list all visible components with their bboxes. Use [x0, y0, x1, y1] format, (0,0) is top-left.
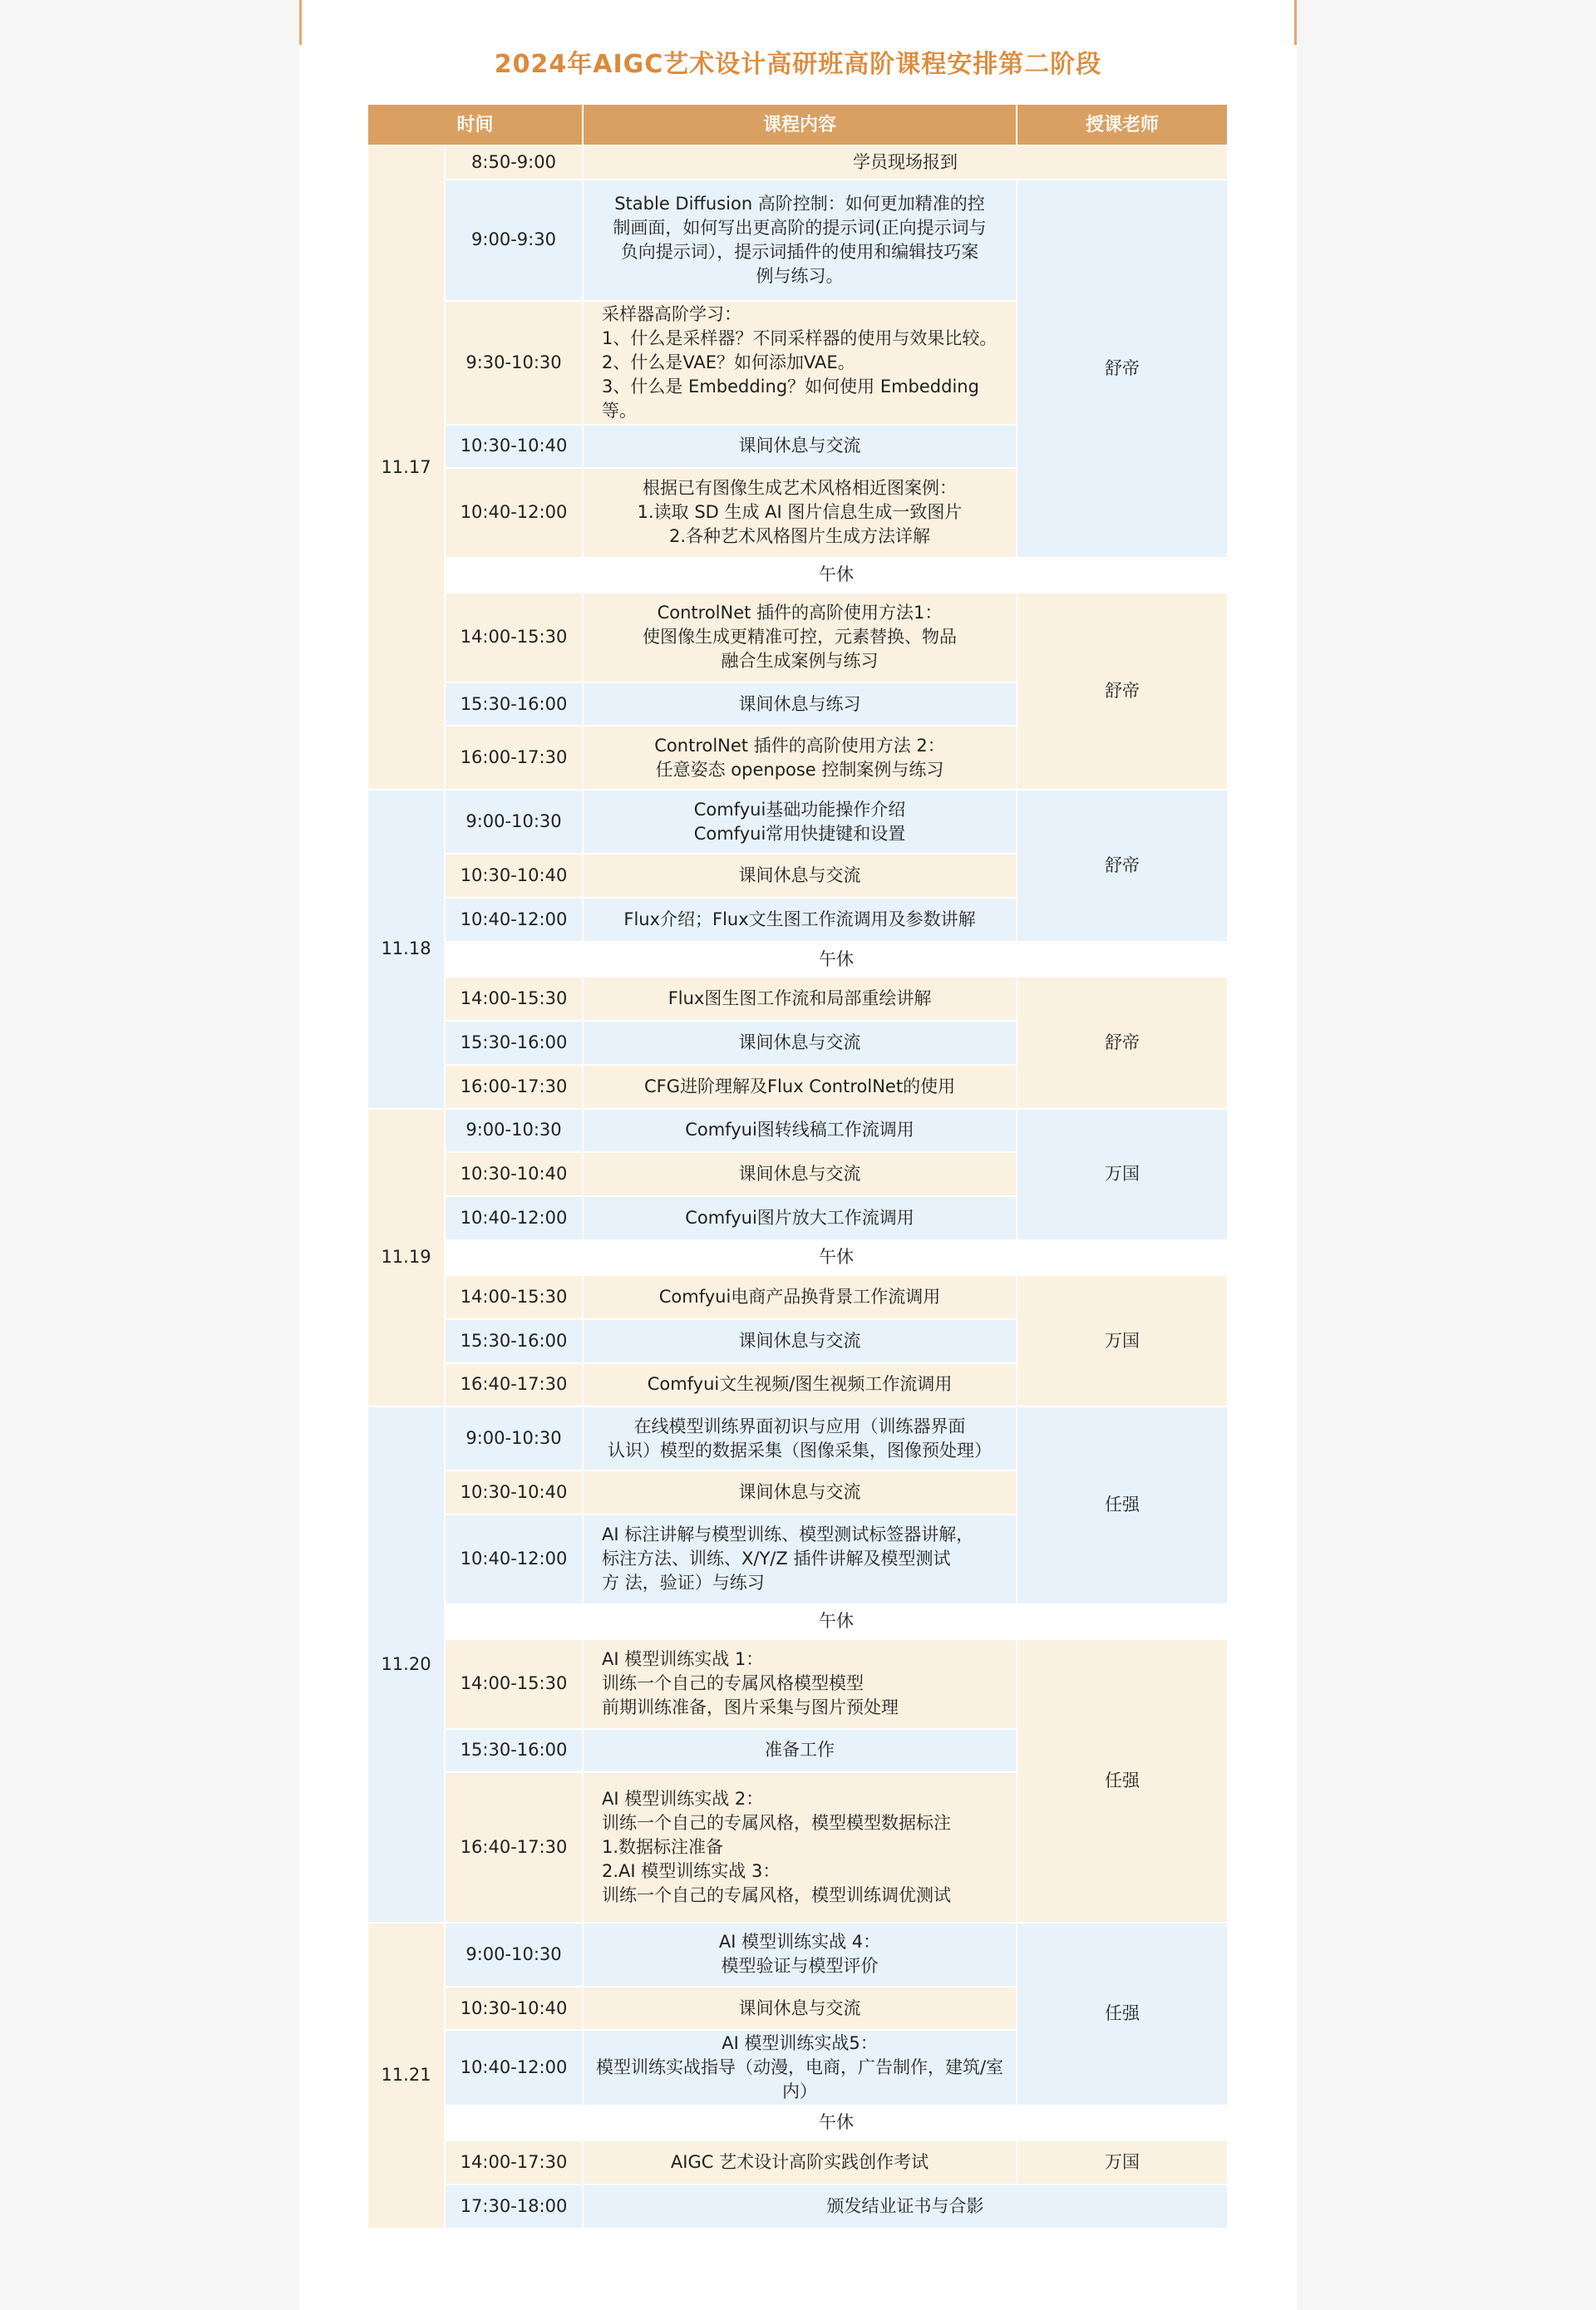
session-time: 9:00-10:30 [445, 1923, 583, 1987]
session-content [583, 1923, 1017, 1987]
content-line: 课间休息与交流 [738, 1164, 861, 1185]
session-time: 15:30-16:00 [445, 682, 583, 726]
session-content [583, 1109, 1017, 1153]
content-line: 课间休息与交流 [738, 1482, 861, 1503]
content-line: 前期训练准备，图片采集与图片预处理 [602, 1697, 899, 1718]
session-content [583, 1152, 1017, 1196]
session-content [583, 1639, 1017, 1728]
day-date: 11.21 [367, 1923, 445, 2229]
header-content: 课程内容 [583, 104, 1017, 145]
schedule-row [367, 1604, 1228, 1640]
schedule-row [367, 1406, 1228, 1470]
session-content [583, 1987, 1017, 2031]
schedule-row [367, 1275, 1228, 1319]
content-line: 准备工作 [765, 1740, 835, 1761]
teacher-name: 任强 [1017, 1923, 1228, 2106]
content-line: Comfyui图转线稿工作流调用 [685, 1120, 914, 1140]
content-line: 1、什么是采样器？不同采样器的使用与效果比较。 [602, 328, 998, 348]
content-line: 1.读取 SD 生成 AI 图片信息生成一致图片 [637, 502, 963, 523]
session-time: 16:00-17:30 [445, 1065, 583, 1109]
content-line: 2.AI 模型训练实战 3： [602, 1860, 781, 1881]
session-content [583, 1515, 1017, 1603]
content-line: AI 模型训练实战 1： [602, 1649, 764, 1670]
session-content [583, 468, 1017, 557]
session-time: 10:40-12:00 [445, 898, 583, 942]
content-line: Comfyui基础功能操作介绍 [693, 799, 906, 820]
schedule-row [367, 942, 1228, 978]
session-time: 14:00-15:30 [445, 977, 583, 1021]
content-line: AIGC 艺术设计高阶实践创作考试 [670, 2152, 929, 2173]
session-time: 16:40-17:30 [445, 1772, 583, 1922]
content-line: Flux图生图工作流和局部重绘讲解 [667, 988, 932, 1009]
schedule-row [367, 2184, 1228, 2229]
session-content [583, 1196, 1017, 1240]
content-line: Flux介绍；Flux文生图工作流调用及参数讲解 [623, 909, 976, 930]
content-line: 方 法，验证）与练习 [602, 1573, 765, 1593]
content-line: AI 标注讲解与模型训练、模型测试标签器讲解， [602, 1524, 974, 1545]
session-content [583, 1470, 1017, 1515]
lunch-break: 午休 [445, 1240, 1228, 1276]
content-line: 1.数据标注准备 [602, 1836, 724, 1857]
content-line: Comfyui文生视频/图生视频工作流调用 [647, 1374, 953, 1395]
session-time: 14:00-15:30 [445, 593, 583, 682]
content-line: 采样器高阶学习： [602, 303, 742, 324]
content-line: AI 模型训练实战 2： [602, 1788, 764, 1809]
session-content [583, 1319, 1017, 1363]
lunch-break: 午休 [445, 558, 1228, 594]
content-line: 课间休息与练习 [738, 693, 861, 714]
session-time: 15:30-16:00 [445, 1319, 583, 1363]
teacher-name: 万国 [1017, 1275, 1228, 1406]
session-time: 10:30-10:40 [445, 854, 583, 898]
session-content [583, 898, 1017, 942]
teacher-name: 万国 [1017, 1109, 1228, 1240]
session-content [583, 301, 1017, 425]
schedule-row [367, 145, 1228, 180]
session-content [583, 145, 1228, 180]
content-line: Comfyui图片放大工作流调用 [685, 1207, 914, 1228]
session-content [583, 2030, 1017, 2105]
teacher-name: 万国 [1017, 2140, 1228, 2184]
content-line: 认识）模型的数据采集（图像采集，图像预处理） [608, 1440, 993, 1460]
session-time: 10:30-10:40 [445, 1987, 583, 2031]
content-line: 2.各种艺术风格图片生成方法详解 [668, 526, 931, 547]
teacher-name: 舒帝 [1017, 593, 1228, 790]
content-line: 2、什么是VAE？如何添加VAE。 [602, 352, 855, 372]
session-content [583, 1363, 1017, 1407]
content-line: 使图像生成更精准可控，元素替换、物品 [643, 627, 958, 648]
session-content [583, 682, 1017, 726]
session-time: 8:50-9:00 [445, 145, 583, 180]
schedule-row [367, 1639, 1228, 1728]
content-line: Stable Diffusion 高阶控制：如何更加精准的控 [614, 193, 985, 214]
session-content [583, 1275, 1017, 1319]
content-line: 3、什么是 Embedding？如何使用 Embedding等。 [602, 376, 979, 421]
session-time: 9:00-10:30 [445, 790, 583, 854]
day-date: 11.18 [367, 790, 445, 1108]
session-content [583, 854, 1017, 898]
schedule-table [367, 103, 1229, 2229]
session-content [583, 1021, 1017, 1065]
schedule-row [367, 790, 1228, 854]
content-line: 任意姿态 openpose 控制案例与练习 [655, 759, 944, 780]
session-time: 15:30-16:00 [445, 1729, 583, 1773]
content-line: 课间休息与交流 [738, 1997, 861, 2018]
session-time: 10:30-10:40 [445, 425, 583, 469]
content-line: 训练一个自己的专属风格，模型训练调优测试 [602, 1884, 952, 1905]
session-time: 16:40-17:30 [445, 1363, 583, 1407]
session-time: 14:00-15:30 [445, 1639, 583, 1728]
schedule-row [367, 977, 1228, 1021]
schedule-row [367, 1109, 1228, 1153]
session-time: 10:40-12:00 [445, 1196, 583, 1240]
session-content [583, 1772, 1017, 1922]
content-line: 模型训练实战指导（动漫，电商，广告制作，建筑/室内） [595, 2057, 1004, 2102]
content-line: AI 模型训练实战5： [722, 2033, 878, 2054]
session-time: 14:00-15:30 [445, 1275, 583, 1319]
content-line: 融合生成案例与练习 [721, 651, 879, 672]
session-time: 10:40-12:00 [445, 2030, 583, 2105]
session-content [583, 180, 1017, 301]
schedule-row [367, 2106, 1228, 2141]
header-time: 时间 [367, 104, 583, 145]
right-border-rule [1294, 0, 1297, 45]
session-time: 9:00-10:30 [445, 1406, 583, 1470]
session-time: 16:00-17:30 [445, 726, 583, 790]
content-line: 在线模型训练界面初识与应用（训练器界面 [633, 1416, 966, 1436]
teacher-name: 任强 [1017, 1406, 1228, 1603]
schedule-row [367, 1240, 1228, 1276]
session-content [583, 1065, 1017, 1109]
day-date: 11.17 [367, 145, 445, 790]
session-content [583, 1406, 1017, 1470]
session-time: 15:30-16:00 [445, 1021, 583, 1065]
teacher-name: 任强 [1017, 1639, 1228, 1923]
schedule-row [367, 180, 1228, 301]
session-content [583, 425, 1017, 469]
session-time: 10:40-12:00 [445, 468, 583, 557]
session-time: 9:30-10:30 [445, 301, 583, 425]
session-time: 17:30-18:00 [445, 2184, 583, 2229]
lunch-break: 午休 [445, 1604, 1228, 1640]
session-time: 9:00-9:30 [445, 180, 583, 301]
content-line: 课间休息与交流 [738, 436, 861, 456]
content-line: 标注方法、训练、X/Y/Z 插件讲解及模型测试 [602, 1549, 951, 1569]
day-date: 11.19 [367, 1109, 445, 1407]
session-content [583, 1729, 1017, 1773]
content-line: 负向提示词），提示词插件的使用和编辑技巧案 [620, 241, 979, 262]
day-date: 11.20 [367, 1406, 445, 1922]
session-content [583, 2184, 1228, 2229]
schedule-row [367, 2140, 1228, 2184]
content-line: 模型验证与模型评价 [721, 1956, 879, 1977]
session-time: 10:40-12:00 [445, 1515, 583, 1603]
content-line: ControlNet 插件的高阶使用方法1： [657, 603, 943, 623]
content-line: ControlNet 插件的高阶使用方法 2： [654, 735, 945, 756]
teacher-name: 舒帝 [1017, 977, 1228, 1108]
content-line: 训练一个自己的专属风格模型模型 [602, 1673, 864, 1694]
left-border-rule [299, 0, 302, 45]
content-line: 训练一个自己的专属风格，模型模型数据标注 [602, 1812, 952, 1833]
content-line: 根据已有图像生成艺术风格相近图案例： [643, 478, 958, 499]
content-line: 制画面，如何写出更高阶的提示词(正向提示词与 [613, 217, 987, 238]
schedule-row [367, 558, 1228, 594]
page-title: 2024年AIGC艺术设计高研班高阶课程安排第二阶段 [494, 50, 1102, 79]
content-line: 课间休息与交流 [738, 865, 861, 886]
session-content [583, 593, 1017, 682]
session-content [583, 726, 1017, 790]
content-line: 颁发结业证书与合影 [826, 2195, 984, 2216]
session-content [583, 2140, 1017, 2184]
session-content [583, 790, 1017, 854]
content-line: Comfyui常用快捷键和设置 [693, 823, 906, 844]
lunch-break: 午休 [445, 942, 1228, 978]
content-line: 课间休息与交流 [738, 1032, 861, 1052]
header-teacher: 授课老师 [1017, 104, 1228, 145]
content-line: 例与练习。 [756, 265, 844, 286]
teacher-name: 舒帝 [1017, 180, 1228, 558]
content-line: 学员现场报到 [853, 151, 958, 172]
session-time: 10:30-10:40 [445, 1470, 583, 1515]
schedule-row [367, 1923, 1228, 1987]
lunch-break: 午休 [445, 2106, 1228, 2141]
content-line: 课间休息与交流 [738, 1330, 861, 1351]
content-line: Comfyui电商产品换背景工作流调用 [658, 1287, 941, 1308]
session-time: 9:00-10:30 [445, 1109, 583, 1153]
session-time: 14:00-17:30 [445, 2140, 583, 2184]
session-time: 10:30-10:40 [445, 1152, 583, 1196]
teacher-name: 舒帝 [1017, 790, 1228, 941]
schedule-row [367, 593, 1228, 682]
content-line: AI 模型训练实战 4： [718, 1932, 881, 1953]
session-content [583, 977, 1017, 1021]
content-line: CFG进阶理解及Flux ControlNet的使用 [643, 1076, 956, 1096]
